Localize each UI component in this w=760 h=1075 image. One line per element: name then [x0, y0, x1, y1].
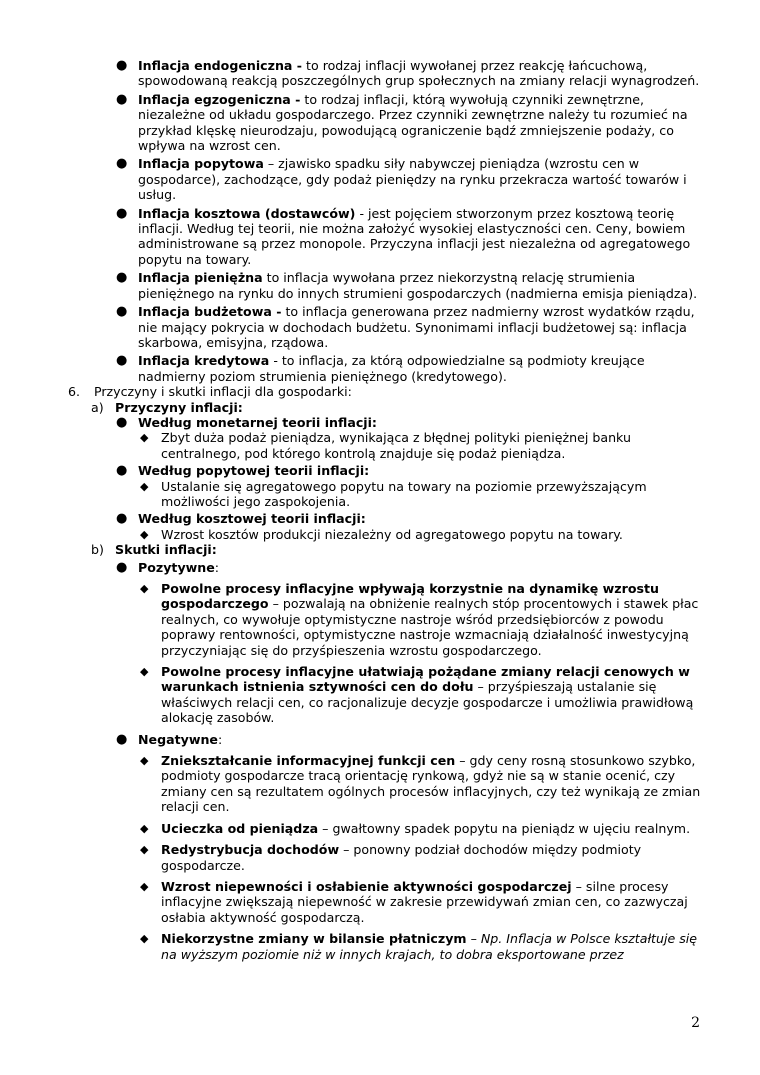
list-item: ● Inflacja popytowa – zjawisko spadku siły nabywczej pieniądza (wzrostu cen w gospodarce), zachodzące, gdy podaż pieniędzy na rynku przekracza wartość towarów i usług. [116, 156, 687, 203]
bullet-icon: ● [116, 353, 128, 369]
bullet-icon: ● [116, 511, 128, 527]
diamond-bullet-icon: ◆ [140, 527, 149, 541]
effect-item: ◆ Ucieczka od pieniądza – gwałtowny spadek popytu na pieniądz w ujęciu realnym. [140, 820, 691, 836]
bullet-icon: ● [116, 731, 128, 747]
effects-negative-heading: ● Negatywne: [116, 731, 223, 747]
effect-item: ◆ Wzrost niepewności i osłabienie aktywności gospodarczej – silne procesy inflacyjne zwiększają niepewność w zakresie przewidywań zmian cen, co zazwyczaj osłabia aktywność gospodarczą. [140, 878, 688, 925]
bullet-icon: ● [116, 414, 128, 430]
cause-heading: ● Według kosztowej teorii inflacji: [116, 511, 366, 527]
effect-item: ◆ Powolne procesy inflacyjne wpływają korzystnie na dynamikę wzrostu gospodarczego – pozwalają na obniżenie realnych stóp procentowych i stawek płac realnych, co wywołuje optymistyczne nastroje wśród przedsiębiorców z powodu poprawy rentowności, optymistyczne nastroje wzmacniają działalność inwestycyjną przyczyniając się do przyśpieszenia wzrostu gospodarczego. [140, 581, 699, 658]
effect-item: ◆ Redystrybucja dochodów – ponowny podział dochodów między podmioty gospodarcze. [140, 842, 642, 873]
bullet-icon: ● [116, 463, 128, 479]
cause-item: ◆ Wzrost kosztów produkcji niezależny od agregatowego popytu na towary. [140, 526, 623, 542]
list-item: ● Inflacja budżetowa - to inflacja generowana przez nadmierny wzrost wydatków rządu, nie mający pokrycia w dochodach budżetu. Synonimami inflacji budżetowej są: inflacja skarbowa, emisyjna, rządowa. [116, 304, 695, 350]
diamond-bullet-icon: ◆ [140, 879, 149, 893]
list-item: ● Inflacja kredytowa - to inflacja, za którą odpowiedzialne są podmioty kreujące nadmierny poziom strumienia pieniężnego (kredytowego). [116, 353, 645, 384]
list-item: ● Inflacja kosztowa (dostawców) - jest pojęciem stworzonym przez kosztową teorię inflacji. Według tej teorii, nie można założyć wysokiej elastyczności cen. Ceny, bowiem administrowane są przez monopole. Przyczyna inflacji jest niezależna od agregatowego popytu na towary. [116, 205, 691, 267]
bullet-icon: ● [116, 156, 128, 172]
page-number: 2 [691, 1015, 700, 1031]
bullet-icon: ● [116, 270, 128, 286]
diamond-bullet-icon: ◆ [140, 843, 149, 857]
list-item: ● Inflacja pieniężna to inflacja wywołana przez niekorzystną relację strumienia pieniężnego na rynku do innych strumieni gospodarczych (nadmierna emisja pieniądza). [116, 270, 698, 301]
effect-item: ◆ Niekorzystne zmiany w bilansie płatniczym – Np. Inflacja w Polsce kształtuje się na wyższym poziomie niż w innych krajach, to dobra eksportowane przez [140, 931, 698, 962]
list-item: ● Inflacja endogeniczna - to rodzaj inflacji wywołanej przez reakcję łańcuchową, spowodowaną reakcją poszczególnych grup społecznych na zmiany relacji wynagrodzeń. [116, 58, 700, 89]
section-heading-6: 6. Przyczyny i skutki inflacji dla gospodarki: [68, 384, 352, 400]
diamond-bullet-icon: ◆ [140, 932, 149, 946]
section-heading-a: a) Przyczyny inflacji: [91, 399, 243, 415]
cause-heading: ● Według monetarnej teorii inflacji: [116, 414, 377, 430]
diamond-bullet-icon: ◆ [140, 665, 149, 679]
cause-item: ◆ Zbyt duża podaż pieniądza, wynikająca z błędnej polityki pieniężnej banku centralnego, pod którego kontrolą znajduje się podaż pieniądza. [140, 430, 631, 461]
diamond-bullet-icon: ◆ [140, 754, 149, 768]
cause-heading: ● Według popytowej teorii inflacji: [116, 463, 370, 479]
bullet-icon: ● [116, 559, 128, 575]
diamond-bullet-icon: ◆ [140, 431, 149, 445]
bullet-icon: ● [116, 91, 128, 107]
effect-item: ◆ Powolne procesy inflacyjne ułatwiają pożądane zmiany relacji cenowych w warunkach istnienia sztywności cen do dołu – przyśpieszają ustalanie się właściwych relacji cen, co racjonalizuje decyzje gospodarcze i umożliwia prawidłową alokację zasobów. [140, 664, 694, 726]
bullet-icon: ● [116, 205, 128, 221]
section-heading-b: b) Skutki inflacji: [91, 542, 217, 558]
diamond-bullet-icon: ◆ [140, 479, 149, 493]
diamond-bullet-icon: ◆ [140, 821, 149, 835]
content [0, 58, 760, 964]
effect-item: ◆ Zniekształcanie informacyjnej funkcji cen – gdy ceny rosną stosunkowo szybko, podmioty gospodarcze tracą orientację rynkową, gdyż nie są w stanie ocenić, czy zmiany cen są rezultatem ogólnych procesów inflacyjnych, czy też wynikają ze zmian relacji cen. [140, 753, 701, 815]
list-item: ● Inflacja egzogeniczna - to rodzaj inflacji, którą wywołują czynniki zewnętrzne, niezależne od układu gospodarczego. Przez czynniki zewnętrzne należy tu rozumieć na przykład klęskę nieurodzaju, powodującą ograniczenie bądź zmniejszenie podaży, co wpływa na wzrost cen. [116, 91, 688, 154]
effects-positive-heading: ● Pozytywne: [116, 559, 220, 575]
bullet-icon: ● [116, 304, 128, 320]
diamond-bullet-icon: ◆ [140, 582, 149, 595]
bullet-icon: ● [116, 58, 128, 73]
cause-item: ◆ Ustalanie się agregatowego popytu na towary na poziomie przewyższającym możliwości jego zaspokojenia. [140, 478, 647, 509]
